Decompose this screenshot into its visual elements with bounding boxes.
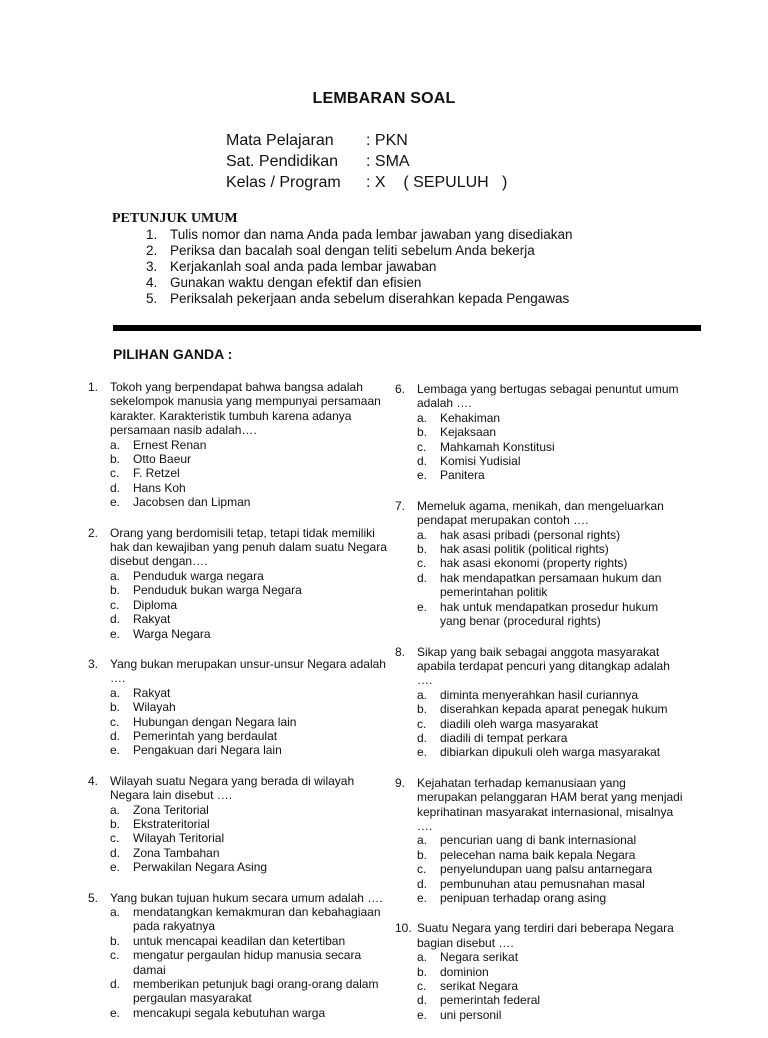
question-item [88, 891, 388, 1021]
question-item [395, 645, 683, 760]
option-letter: c. [110, 466, 120, 481]
option-letter: e. [110, 743, 121, 758]
question-item [395, 921, 683, 1022]
option-text: uni personil [440, 1007, 502, 1022]
question-number: 4. [88, 773, 99, 788]
option-letter: e. [110, 860, 121, 875]
option-letter: e. [417, 599, 428, 614]
instruction-number: 5. [146, 291, 158, 306]
option-text: Wilayah Teritorial [133, 831, 225, 846]
instruction-item [146, 227, 573, 243]
question-text: Tokoh yang berpendapat bahwa bangsa adalah sekelompok manusia yang mempunyai persamaan karakter. Karakteristik tumbuh karena adanya persamaan nasib adalah…. [110, 380, 381, 438]
question-text: Yang bukan tujuan hukum secara umum adalah …. [110, 890, 383, 905]
option-letter: e. [417, 468, 428, 483]
option-text: Hans Koh [133, 480, 186, 495]
answer-option [88, 598, 388, 612]
option-letter: a. [417, 950, 428, 965]
subject-info [226, 130, 507, 193]
option-letter: d. [110, 977, 121, 992]
question-item [88, 526, 388, 641]
option-text: Rakyat [133, 685, 171, 700]
option-letter: e. [110, 626, 121, 641]
option-text: mendatangkan kemakmuran dan kebahagiaan pada rakyatnya [133, 905, 381, 934]
option-text: serikat Negara [440, 979, 519, 994]
option-letter: d. [110, 612, 121, 627]
question-item [395, 776, 683, 906]
option-letter: a. [110, 802, 121, 817]
question-stem [395, 382, 683, 411]
option-letter: d. [110, 728, 121, 743]
option-text: F. Retzel [133, 466, 180, 481]
answer-option [395, 993, 683, 1007]
question-item [88, 657, 388, 758]
question-number: 9. [395, 775, 406, 790]
question-number: 2. [88, 525, 99, 540]
answer-option [88, 1006, 388, 1020]
option-letter: c. [110, 948, 120, 963]
option-text: Ernest Renan [133, 437, 207, 452]
option-letter: c. [417, 439, 427, 454]
class-label: Kelas / Program [226, 174, 341, 191]
answer-option [395, 411, 683, 425]
question-text: Kejahatan terhadap kemanusiaan yang merupakan pelanggaran HAM berat yang menjadi keprihatinan masyarakat internasional, misalnya …. [417, 775, 683, 833]
answer-option [395, 979, 683, 993]
question-stem [395, 499, 683, 528]
question-stem [88, 891, 388, 905]
subject-label: Mata Pelajaran [226, 132, 334, 149]
instruction-item [146, 243, 573, 259]
option-letter: e. [110, 495, 121, 510]
option-text: Pengakuan dari Negara lain [133, 743, 282, 758]
option-letter: d. [417, 454, 428, 469]
answer-option [88, 495, 388, 509]
option-text: Zona Teritorial [133, 802, 209, 817]
answer-option [395, 877, 683, 891]
option-text: Panitera [440, 468, 485, 483]
question-stem [88, 657, 388, 686]
option-text: Perwakilan Negara Asing [133, 860, 268, 875]
option-text: Komisi Yudisial [440, 454, 521, 469]
instruction-number: 4. [146, 275, 158, 290]
option-letter: b. [417, 964, 428, 979]
answer-option [88, 743, 388, 757]
school-level-value: : SMA [366, 153, 410, 170]
option-letter: a. [417, 687, 428, 702]
answer-option [88, 583, 388, 597]
option-text: diadili oleh warga masyarakat [440, 716, 599, 731]
instruction-text: Gunakan waktu dengan efektif dan efisien [170, 275, 422, 290]
option-text: Kejaksaan [440, 425, 497, 440]
instruction-text: Periksalah pekerjaan anda sebelum diserahkan kepada Pengawas [170, 291, 570, 306]
subject-row [226, 130, 507, 151]
option-text: Negara serikat [440, 950, 519, 965]
option-text: Jacobsen dan Lipman [133, 495, 251, 510]
option-letter: d. [110, 845, 121, 860]
answer-option [88, 438, 388, 452]
option-letter: a. [417, 833, 428, 848]
questions-right-column [395, 382, 683, 1038]
subject-value: : PKN [366, 132, 408, 149]
instructions-title: PETUNJUK UMUM [112, 211, 238, 226]
option-text: diserahkan kepada aparat penegak hukum [440, 702, 668, 717]
option-letter: e. [417, 891, 428, 905]
option-text: Hubungan dengan Negara lain [133, 714, 297, 729]
answer-option [395, 425, 683, 439]
option-letter: a. [110, 437, 121, 452]
option-letter: a. [110, 905, 121, 919]
option-letter: c. [417, 716, 427, 731]
instruction-item [146, 291, 573, 307]
option-text: Penduduk warga negara [133, 568, 264, 583]
answer-option [88, 846, 388, 860]
answer-option [395, 848, 683, 862]
option-text: mencakupi segala kebutuhan warga [133, 1005, 326, 1020]
option-text: pemerintah federal [440, 993, 541, 1008]
question-number: 1. [88, 380, 99, 394]
section-divider [113, 325, 701, 331]
option-text: mengatur pergaulan hidup manusia secara damai [133, 948, 362, 977]
option-letter: e. [110, 1005, 121, 1020]
answer-option [88, 481, 388, 495]
questions-left-column [88, 380, 388, 1036]
answer-option [395, 950, 683, 964]
option-letter: b. [110, 452, 121, 467]
option-letter: c. [110, 597, 120, 612]
instruction-number: 2. [146, 243, 158, 258]
question-stem [88, 526, 388, 569]
answer-option [395, 1008, 683, 1022]
option-letter: e. [417, 745, 428, 760]
option-letter: c. [417, 862, 427, 877]
answer-option [88, 612, 388, 626]
option-text: Diploma [133, 597, 178, 612]
class-row [226, 172, 507, 193]
instruction-text: Tulis nomor dan nama Anda pada lembar jawaban yang disediakan [170, 227, 573, 242]
option-text: Wilayah [133, 700, 176, 715]
answer-option [88, 905, 388, 934]
instruction-item [146, 259, 573, 275]
option-text: Mahkamah Konstitusi [440, 439, 555, 454]
option-text: Warga Negara [133, 626, 211, 641]
option-text: memberikan petunjuk bagi orang-orang dalam pergaulan masyarakat [133, 977, 379, 1006]
option-text: diminta menyerahkan hasil curiannya [440, 687, 639, 702]
instructions-list [146, 227, 573, 307]
question-stem [395, 776, 683, 834]
option-text: untuk mencapai keadilan dan ketertiban [133, 933, 346, 948]
option-letter: b. [110, 933, 121, 948]
answer-option [88, 729, 388, 743]
answer-option [88, 715, 388, 729]
question-item [395, 499, 683, 629]
option-text: hak asasi ekonomi (property rights) [440, 556, 628, 571]
answer-option [88, 817, 388, 831]
answer-option [395, 731, 683, 745]
answer-option [395, 528, 683, 542]
option-letter: b. [417, 425, 428, 440]
option-letter: b. [110, 583, 121, 598]
question-text: Memeluk agama, menikah, dan mengeluarkan pendapat merupakan contoh …. [417, 498, 664, 528]
option-letter: b. [110, 700, 121, 715]
option-text: Rakyat [133, 612, 171, 627]
answer-option [88, 627, 388, 641]
option-letter: b. [110, 816, 121, 831]
question-item [395, 382, 683, 483]
option-letter: b. [417, 542, 428, 557]
option-text: diadili di tempat perkara [440, 730, 568, 745]
question-text: Wilayah suatu Negara yang berada di wilayah Negara lain disebut …. [110, 773, 355, 803]
option-text: pelecehan nama baik kepala Negara [440, 847, 636, 862]
option-letter: c. [417, 979, 427, 994]
option-letter: a. [417, 410, 428, 425]
instruction-number: 1. [146, 227, 158, 242]
option-text: dominion [440, 964, 489, 979]
option-letter: a. [110, 685, 121, 700]
instruction-item [146, 275, 573, 291]
option-letter: b. [417, 847, 428, 862]
option-text: pencurian uang di bank internasional [440, 833, 637, 848]
question-item [88, 774, 388, 875]
answer-option [88, 452, 388, 466]
page-title: LEMBARAN SOAL [312, 90, 456, 107]
option-letter: d. [417, 730, 428, 745]
answer-option [395, 440, 683, 454]
question-stem [88, 380, 388, 438]
option-text: Otto Baeur [133, 452, 192, 467]
answer-option [395, 600, 683, 629]
option-letter: a. [417, 527, 428, 542]
option-letter: c. [110, 714, 120, 729]
option-text: pembunuhan atau pemusnahan masal [440, 876, 645, 891]
question-stem [395, 645, 683, 688]
answer-option [88, 977, 388, 1006]
question-text: Suatu Negara yang terdiri dari beberapa Negara bagian disebut …. [417, 921, 674, 950]
option-text: hak mendapatkan persamaan hukum dan pemerintahan politik [440, 570, 662, 600]
option-text: Zona Tambahan [133, 845, 220, 860]
instruction-text: Periksa dan bacalah soal dengan teliti sebelum Anda bekerja [170, 243, 535, 258]
answer-option [395, 468, 683, 482]
option-letter: e. [417, 1007, 428, 1022]
answer-option [88, 948, 388, 977]
option-text: penyelundupan uang palsu antarnegara [440, 862, 653, 877]
option-text: dibiarkan dipukuli oleh warga masyarakat [440, 745, 661, 760]
question-stem [88, 774, 388, 803]
answer-option [88, 569, 388, 583]
answer-option [395, 688, 683, 702]
option-letter: c. [417, 556, 427, 571]
option-text: Pemerintah yang berdaulat [133, 728, 278, 743]
multiple-choice-title: PILIHAN GANDA : [113, 346, 233, 362]
school-level-label: Sat. Pendidikan [226, 153, 339, 170]
answer-option [395, 542, 683, 556]
option-letter: d. [110, 480, 121, 495]
answer-option [395, 891, 683, 905]
answer-option [88, 934, 388, 948]
question-number: 6. [395, 382, 406, 396]
question-number: 5. [88, 890, 99, 905]
answer-option [395, 833, 683, 847]
question-number: 7. [395, 498, 406, 513]
answer-option [88, 466, 388, 480]
question-number: 8. [395, 644, 406, 659]
answer-option [395, 862, 683, 876]
answer-option [395, 717, 683, 731]
answer-option [395, 571, 683, 600]
option-text: penipuan terhadap orang asing [440, 891, 607, 905]
instruction-text: Kerjakanlah soal anda pada lembar jawaban [170, 259, 437, 274]
answer-option [88, 831, 388, 845]
question-number: 3. [88, 656, 99, 671]
class-value: : X ( SEPULUH ) [366, 174, 508, 191]
question-stem [395, 921, 683, 950]
question-text: Yang bukan merupakan unsur-unsur Negara adalah …. [110, 656, 386, 686]
question-number: 10. [395, 921, 412, 936]
option-letter: b. [417, 702, 428, 717]
option-letter: c. [110, 831, 120, 846]
option-letter: a. [110, 568, 121, 583]
option-text: Ekstrateritorial [133, 816, 210, 831]
question-text: Lembaga yang bertugas sebagai penuntut umum adalah …. [417, 382, 679, 411]
option-letter: d. [417, 570, 428, 585]
option-text: hak asasi pribadi (personal rights) [440, 527, 621, 542]
answer-option [88, 860, 388, 874]
answer-option [395, 556, 683, 570]
question-text: Orang yang berdomisili tetap, tetapi tidak memiliki hak dan kewajiban yang penuh dalam suatu Negara disebut dengan…. [110, 525, 387, 569]
answer-option [395, 965, 683, 979]
option-text: hak untuk mendapatkan prosedur hukum yang benar (procedural rights) [440, 599, 659, 629]
question-text: Sikap yang baik sebagai anggota masyarakat apabila terdapat pencuri yang ditangkap adalah …. [417, 644, 670, 688]
answer-option [395, 745, 683, 759]
answer-option [395, 702, 683, 716]
question-item [88, 380, 388, 510]
option-text: hak asasi politik (political rights) [440, 542, 609, 557]
answer-option [395, 454, 683, 468]
instruction-number: 3. [146, 259, 158, 274]
answer-option [88, 803, 388, 817]
school-level-row [226, 151, 507, 172]
answer-option [88, 700, 388, 714]
answer-option [88, 686, 388, 700]
option-letter: d. [417, 993, 428, 1008]
option-text: Penduduk bukan warga Negara [133, 583, 302, 598]
option-letter: d. [417, 876, 428, 891]
option-text: Kehakiman [440, 410, 501, 425]
